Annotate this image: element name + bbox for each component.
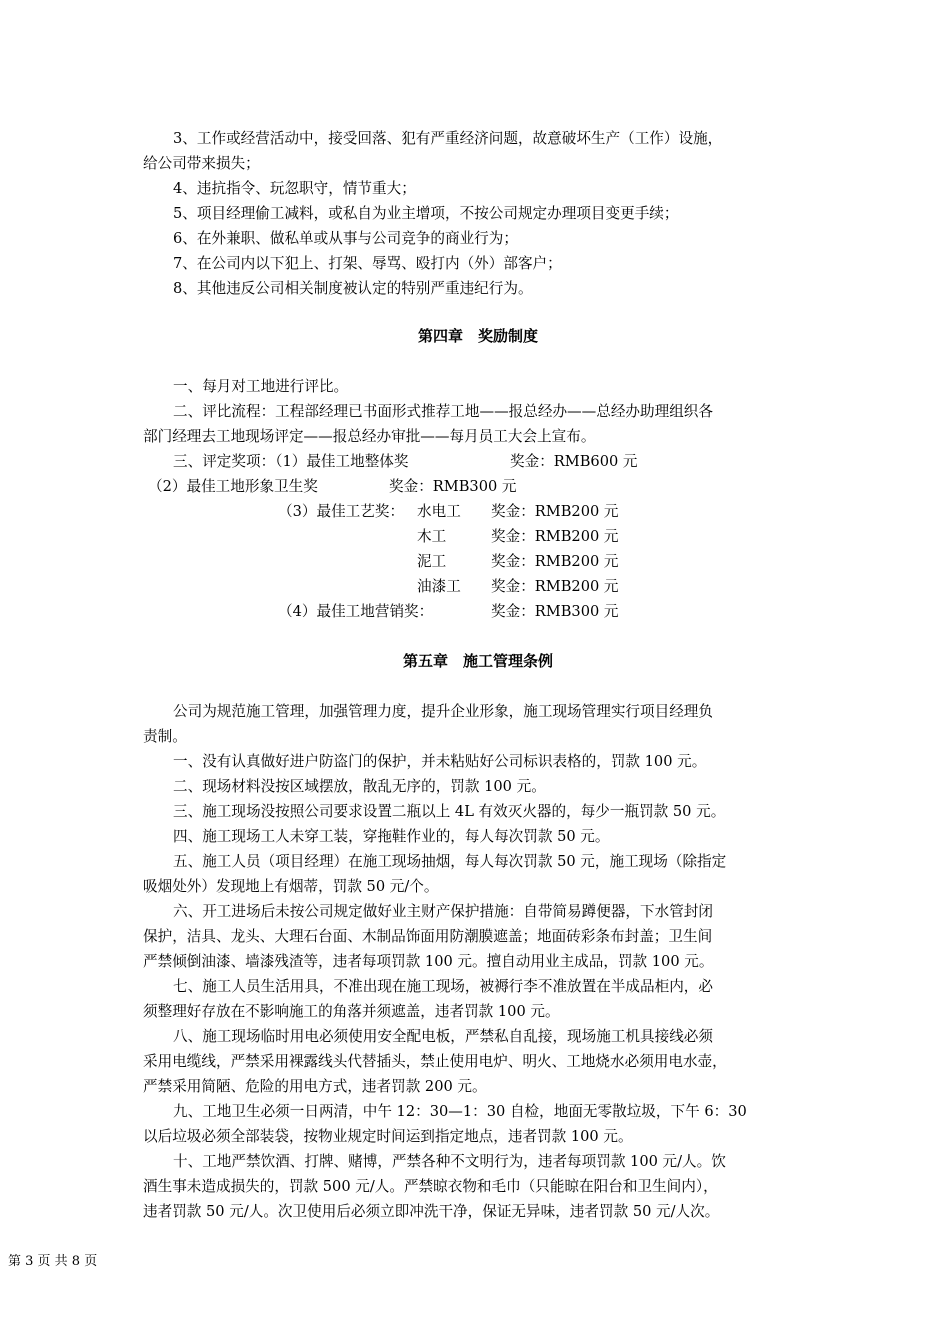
award-prize: 奖金：RMB300 元 — [389, 478, 517, 495]
text-line: 6、在外兼职、做私单或从事与公司竞争的商业行为； — [173, 230, 518, 247]
text-line: 给公司带来损失； — [143, 155, 260, 172]
text-line: 十、工地严禁饮酒、打牌、赌博，严禁各种不文明行为，违者每项罚款 100 元/人。饮 — [173, 1153, 726, 1170]
text-line: 五、施工人员（项目经理）在施工现场抽烟，每人每次罚款 50 元，施工现场（除指定 — [173, 853, 727, 870]
award-label: （3）最佳工艺奖： — [278, 503, 405, 520]
award-label: （2）最佳工地形象卫生奖 — [148, 478, 318, 495]
text-line: 须整理好存放在不影响施工的角落并须遮盖，违者罚款 100 元。 — [143, 1003, 560, 1020]
text-line: 公司为规范施工管理，加强管理力度，提升企业形象，施工现场管理实行项目经理负 — [173, 703, 713, 720]
text-line: 部门经理去工地现场评定——报总经办审批——每月员工大会上宣布。 — [143, 428, 596, 445]
text-line: 5、项目经理偷工减料，或私自为业主增项，不按公司规定办理项目变更手续； — [173, 205, 679, 222]
text-line: 8、其他违反公司相关制度被认定的特别严重违纪行为。 — [173, 280, 533, 297]
award-prize: 奖金：RMB200 元 — [491, 553, 619, 570]
text-line: 八、施工现场临时用电必须使用安全配电板，严禁私自乱接，现场施工机具接线必须 — [173, 1028, 713, 1045]
chapter-5-heading: 第五章 施工管理条例 — [402, 652, 553, 670]
trade-name: 木工 — [417, 528, 447, 545]
text-line: 3、工作或经营活动中，接受回落、犯有严重经济问题，故意破坏生产（工作）设施， — [173, 130, 723, 147]
chapter-4-heading: 第四章 奖励制度 — [417, 327, 538, 345]
text-line: 二、现场材料没按区域摆放，散乱无序的，罚款 100 元。 — [173, 778, 546, 795]
text-line: 四、施工现场工人未穿工装，穿拖鞋作业的，每人每次罚款 50 元。 — [173, 828, 610, 845]
text-line: 以后垃圾必须全部装袋，按物业规定时间运到指定地点，违者罚款 100 元。 — [143, 1128, 633, 1145]
award-label: （4）最佳工地营销奖： — [278, 603, 434, 620]
text-line: 七、施工人员生活用具，不准出现在施工现场，被褥行李不准放置在半成品柜内，必 — [173, 978, 713, 995]
award-prize: 奖金：RMB200 元 — [491, 503, 619, 520]
trade-name: 泥工 — [417, 553, 447, 570]
text-line: 7、在公司内以下犯上、打架、辱骂、殴打内（外）部客户； — [173, 255, 562, 272]
award-prize: 奖金：RMB600 元 — [510, 453, 638, 470]
award-label: 三、评定奖项：（1）最佳工地整体奖 — [173, 453, 409, 470]
text-line: 责制。 — [143, 728, 187, 745]
award-prize: 奖金：RMB200 元 — [491, 578, 619, 595]
text-line: 六、开工进场后未按公司规定做好业主财产保护措施：自带简易蹲便器，下水管封闭 — [173, 903, 713, 920]
text-line: 二、评比流程：工程部经理已书面形式推荐工地——报总经办——总经办助理组织各 — [173, 403, 713, 420]
text-line: 保护，洁具、龙头、大理石台面、木制品饰面用防潮膜遮盖；地面砖彩条布封盖；卫生间 — [143, 928, 713, 945]
award-prize: 奖金：RMB300 元 — [491, 603, 619, 620]
trade-name: 油漆工 — [417, 578, 461, 595]
text-line: 吸烟处外）发现地上有烟蒂，罚款 50 元/个。 — [143, 878, 439, 895]
text-line: 一、每月对工地进行评比。 — [173, 378, 349, 395]
text-line: 严禁倾倒油漆、墙漆残渣等，违者每项罚款 100 元。擅自动用业主成品，罚款 100 元。 — [143, 953, 714, 970]
award-prize: 奖金：RMB200 元 — [491, 528, 619, 545]
text-line: 一、没有认真做好进户防盗门的保护，并未粘贴好公司标识表格的，罚款 100 元。 — [173, 753, 707, 770]
text-line: 严禁采用简陋、危险的用电方式，违者罚款 200 元。 — [143, 1078, 487, 1095]
trade-name: 水电工 — [417, 503, 461, 520]
text-line: 九、工地卫生必须一日两清，中午 12：30—1：30 自检，地面无零散垃圾，下午 6：30 — [173, 1103, 747, 1120]
text-line: 酒生事未造成损失的，罚款 500 元/人。严禁晾衣物和毛巾（只能晾在阳台和卫生间内）， — [143, 1178, 718, 1195]
text-line: 4、违抗指令、玩忽职守，情节重大； — [173, 180, 416, 197]
page-number: 第 3 页 共 8 页 — [8, 1254, 98, 1269]
text-line: 采用电缆线，严禁采用裸露线头代替插头，禁止使用电炉、明火、工地烧水必须用电水壶， — [143, 1053, 727, 1070]
text-line: 三、施工现场没按照公司要求设置二瓶以上 4L 有效灭火器的，每少一瓶罚款 50 元。 — [173, 803, 726, 820]
text-line: 违者罚款 50 元/人。次卫使用后必须立即冲洗干净，保证无异味，违者罚款 50 元/人次。 — [143, 1203, 720, 1220]
